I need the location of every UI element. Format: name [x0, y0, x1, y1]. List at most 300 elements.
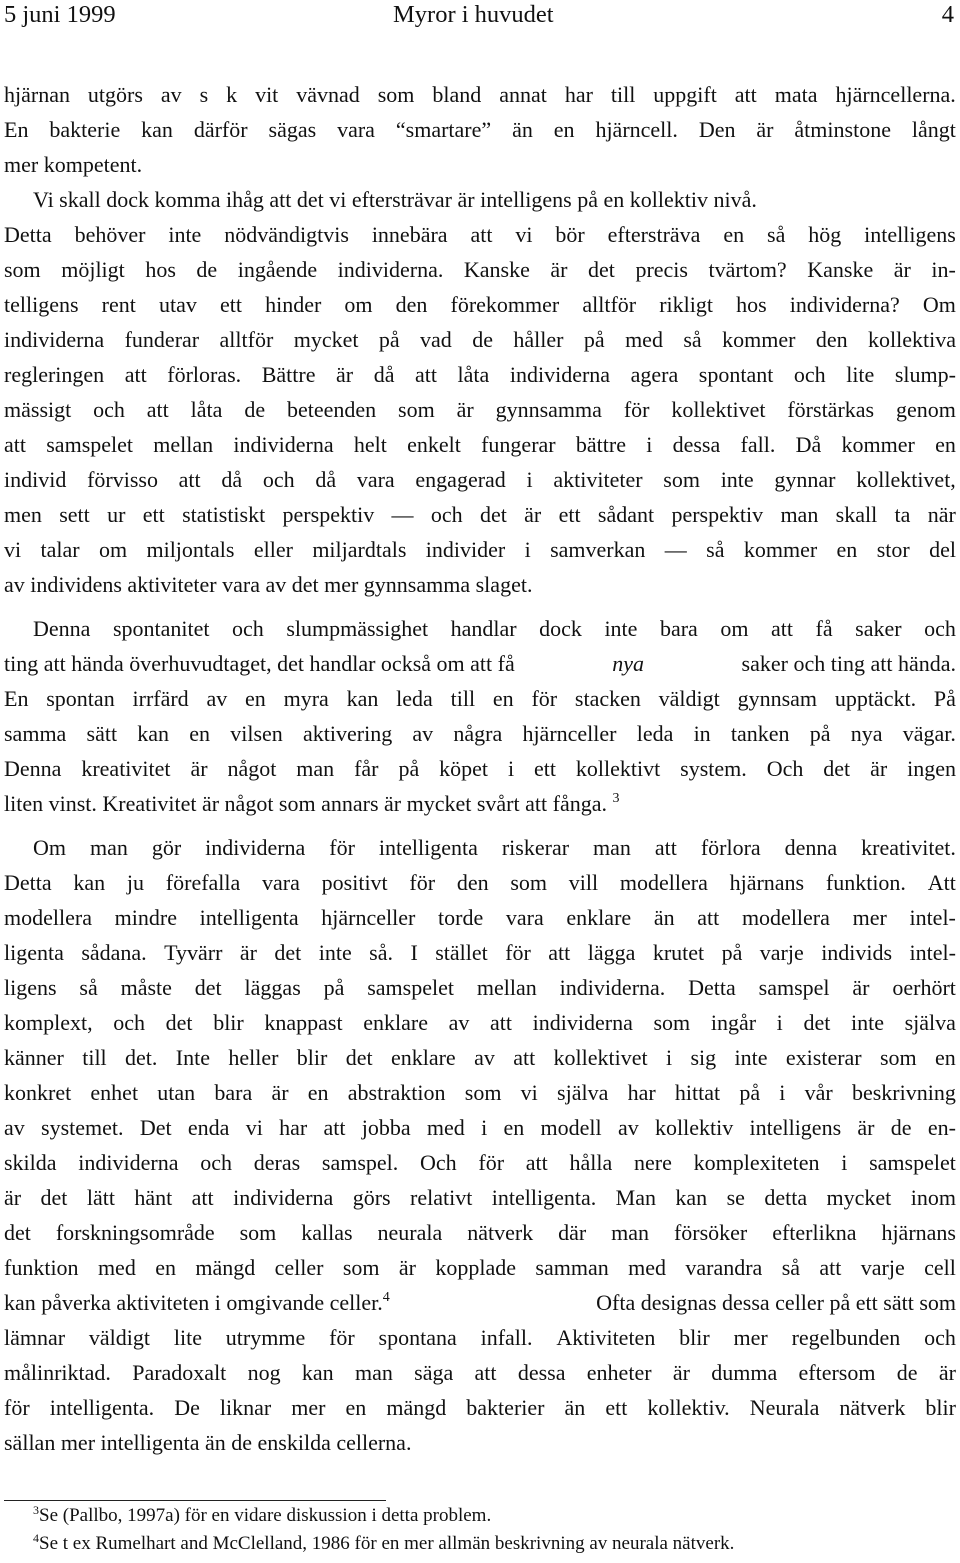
- word: Inte: [175, 1045, 210, 1070]
- word: en: [245, 686, 266, 711]
- word: att: [124, 362, 147, 387]
- word: i: [507, 756, 515, 781]
- word: dessa: [672, 432, 721, 457]
- word: och: [924, 616, 956, 641]
- word: att: [525, 1150, 548, 1175]
- word: innebära: [371, 222, 448, 247]
- word: en: [553, 117, 575, 142]
- word: mängd: [195, 1255, 256, 1280]
- word: att: [697, 905, 720, 930]
- word: funderar: [124, 327, 200, 352]
- word: att: [470, 222, 493, 247]
- word: —: [664, 537, 687, 562]
- word: Den: [698, 117, 736, 142]
- word: är: [524, 502, 542, 527]
- word: perspektiv: [671, 502, 764, 527]
- word: lämnar: [4, 1325, 66, 1350]
- word: har: [564, 82, 593, 107]
- word: samspelet: [367, 975, 454, 1000]
- word: jobba: [361, 1115, 411, 1140]
- word: engagerad: [415, 467, 506, 492]
- word: spontanitet: [112, 616, 210, 641]
- word: genom: [896, 397, 956, 422]
- word: leda: [636, 721, 674, 746]
- word: bara: [659, 616, 698, 641]
- word: utav: [158, 292, 197, 317]
- word: positivt: [321, 870, 388, 895]
- word: än: [653, 905, 675, 930]
- word: En: [4, 686, 29, 711]
- word: en: [189, 721, 211, 746]
- word: nere: [634, 1150, 672, 1175]
- word: då: [221, 467, 243, 492]
- word: oerhört: [892, 975, 956, 1000]
- text-line: [4, 1320, 956, 1355]
- text-line: [4, 532, 956, 567]
- word: uppgift: [653, 82, 717, 107]
- word: det: [4, 1220, 31, 1245]
- word: kollektivet,: [856, 467, 956, 492]
- word: enheter: [586, 1360, 652, 1385]
- word: s: [199, 82, 209, 107]
- word: är: [857, 1115, 875, 1140]
- word: Denna: [33, 616, 91, 641]
- word: enklare: [363, 1010, 428, 1035]
- word: vi: [4, 537, 22, 562]
- word: Detta: [4, 870, 52, 895]
- word: man: [593, 835, 631, 860]
- word: sådana.: [81, 940, 147, 965]
- word: inte: [604, 616, 638, 641]
- word: mellan: [476, 975, 537, 1000]
- word: vi: [520, 1080, 538, 1105]
- word: hjärnceller: [321, 905, 416, 930]
- word: är: [756, 117, 774, 142]
- word: som: [239, 1220, 277, 1245]
- word: ta: [894, 502, 911, 527]
- word: det: [40, 1185, 68, 1210]
- text-line: [4, 287, 956, 322]
- text-line: [4, 77, 956, 112]
- word: aktiviteter: [553, 467, 643, 492]
- word: stor: [876, 537, 910, 562]
- word: stället: [435, 940, 488, 965]
- word: de: [244, 397, 266, 422]
- word: enklare: [566, 905, 632, 930]
- word: samverkan: [550, 537, 646, 562]
- word: nätverk: [467, 1220, 534, 1245]
- word: funktion.: [825, 870, 906, 895]
- word: förlora: [700, 835, 761, 860]
- word: precis: [635, 257, 688, 282]
- text-line: [4, 427, 956, 462]
- word: intel-: [909, 905, 956, 930]
- emphasized-word: nya: [612, 651, 645, 676]
- word: i: [841, 1150, 848, 1175]
- word: en: [307, 1080, 329, 1105]
- word: gör: [151, 835, 182, 860]
- word: —: [391, 502, 414, 527]
- word: för: [329, 1325, 355, 1350]
- word: blir: [213, 1010, 244, 1035]
- footnote-reference[interactable]: 3: [612, 791, 620, 806]
- word: spontan: [46, 686, 115, 711]
- word: Detta: [688, 975, 736, 1000]
- word: Om: [33, 835, 66, 860]
- word: i: [481, 1115, 488, 1140]
- word: och: [924, 1325, 956, 1350]
- footnote-reference[interactable]: 4: [382, 1290, 390, 1305]
- text-line: [4, 1215, 956, 1250]
- text-line: [4, 900, 956, 935]
- word: av: [412, 721, 434, 746]
- word: så: [781, 1255, 801, 1280]
- word: förvisso: [87, 467, 158, 492]
- word: rikligt: [659, 292, 713, 317]
- word: den: [456, 870, 489, 895]
- word: det.: [125, 1045, 158, 1070]
- word: bakterier: [466, 1395, 545, 1420]
- word: vara: [356, 467, 395, 492]
- word: enkelt: [407, 432, 461, 457]
- word: lätt: [86, 1185, 115, 1210]
- text-segment: ting att hända överhuvudtaget, det handlar också om att få: [4, 651, 515, 676]
- word: för: [409, 870, 436, 895]
- header-title: Myror i huvudet: [393, 1, 554, 28]
- word: får: [354, 756, 379, 781]
- word: om: [98, 537, 128, 562]
- word: vara: [337, 117, 375, 142]
- text-line: [4, 497, 956, 532]
- word: intelligenta: [199, 905, 299, 930]
- text-line: [4, 1355, 956, 1390]
- word: vi: [515, 222, 533, 247]
- word: kollektiv: [654, 1115, 734, 1140]
- text-line: [4, 1075, 956, 1110]
- word: varandra: [685, 1255, 763, 1280]
- text-line: [4, 681, 956, 716]
- word: en: [492, 686, 514, 711]
- word: fungerar: [481, 432, 556, 457]
- text-fragment: kan påverka aktiviteten i omgivande celler.: [4, 1290, 383, 1315]
- text-line: [4, 1005, 956, 1040]
- footnote-text: Se (Pallbo, 1997a) för en vidare diskussion i detta problem.: [39, 1505, 492, 1526]
- word: individerna.: [337, 257, 444, 282]
- word: men: [4, 502, 42, 527]
- word: och: [430, 502, 463, 527]
- word: den: [395, 292, 428, 317]
- word: försöker: [673, 1220, 748, 1245]
- word: individerna: [532, 1010, 633, 1035]
- word: eftersom: [798, 1360, 876, 1385]
- word: bara: [214, 1080, 253, 1105]
- word: långt: [911, 117, 956, 142]
- word: att: [734, 82, 757, 107]
- word: mycket: [293, 327, 359, 352]
- word: knappast: [264, 1010, 343, 1035]
- word: för: [329, 835, 355, 860]
- word: neurala: [377, 1220, 443, 1245]
- word: handlar: [450, 616, 517, 641]
- word: varje: [860, 1255, 905, 1280]
- word: och: [793, 362, 826, 387]
- word: eftersträva: [607, 222, 701, 247]
- word: som: [4, 257, 41, 282]
- word: de: [890, 1115, 912, 1140]
- word: gynnsam: [737, 686, 818, 711]
- word: kreativitet.: [861, 835, 956, 860]
- footnote-rule: [4, 1500, 386, 1501]
- word: för: [623, 397, 650, 422]
- word: en-: [927, 1115, 956, 1140]
- word: sägas: [268, 117, 317, 142]
- word: att: [819, 1255, 842, 1280]
- word: skall: [835, 502, 878, 527]
- word: beteenden: [286, 397, 377, 422]
- text-line: [4, 751, 956, 786]
- word: kommer: [743, 537, 818, 562]
- word: med: [625, 327, 663, 352]
- word: sätt: [86, 721, 118, 746]
- word: mindre: [114, 905, 177, 930]
- header-page-number: 4: [941, 1, 954, 28]
- word: sig: [690, 1045, 717, 1070]
- word: Kanske: [463, 257, 530, 282]
- word: kollektiva: [868, 327, 956, 352]
- word: irrfärd: [132, 686, 189, 711]
- word: “smartare”: [395, 117, 492, 142]
- word: Om: [922, 292, 956, 317]
- word: ett: [142, 502, 165, 527]
- word: i: [666, 1045, 673, 1070]
- word: av: [4, 1115, 25, 1140]
- word: vill: [568, 870, 599, 895]
- word: hinder: [265, 292, 322, 317]
- word: vilsen: [230, 721, 283, 746]
- word: blir: [679, 1325, 710, 1350]
- word: lägga: [587, 940, 636, 965]
- word: kan: [675, 1185, 708, 1210]
- word: skilda: [4, 1150, 57, 1175]
- word: av: [160, 82, 182, 107]
- text-line: Vi skall dock komma ihåg att det vi eftersträvar är intelligens på en kollektiv nivå.: [33, 187, 757, 212]
- text-line: [4, 865, 956, 900]
- word: systemet.: [41, 1115, 124, 1140]
- word: statistiskt: [182, 502, 266, 527]
- text-line: [4, 462, 956, 497]
- word: vi: [245, 1115, 263, 1140]
- paragraph-3: [4, 611, 956, 821]
- word: individ: [4, 467, 67, 492]
- word: de: [896, 1360, 918, 1385]
- word: i: [779, 1080, 786, 1105]
- word: Man: [615, 1185, 656, 1210]
- header-date: 5 juni 1999: [4, 1, 116, 28]
- word: alltför: [219, 327, 274, 352]
- word: Då: [795, 432, 822, 457]
- word: spontana: [378, 1325, 457, 1350]
- word: heller: [228, 1045, 279, 1070]
- word: själva: [904, 1010, 956, 1035]
- word: Detta: [4, 222, 52, 247]
- text-line: [4, 217, 956, 252]
- word: intelligenta: [378, 835, 478, 860]
- word: kan: [73, 870, 106, 895]
- word: talar: [40, 537, 80, 562]
- word: görs: [352, 1185, 391, 1210]
- word: en: [503, 1115, 525, 1140]
- word: måste: [120, 975, 172, 1000]
- word: vår: [804, 1080, 833, 1105]
- word: är: [239, 940, 257, 965]
- word: annat: [499, 82, 547, 107]
- text-line: [4, 392, 956, 427]
- word: förloras.: [167, 362, 242, 387]
- word: och: [232, 616, 264, 641]
- word: konkret: [4, 1080, 72, 1105]
- word: utgörs: [87, 82, 143, 107]
- word: väldigt: [658, 686, 720, 711]
- text-line: [4, 1145, 956, 1180]
- word: Tyvärr: [164, 940, 223, 965]
- word: ett: [605, 1395, 628, 1420]
- word: än: [564, 1395, 586, 1420]
- word: det: [823, 756, 851, 781]
- word: nog: [247, 1360, 281, 1385]
- word: helt: [353, 432, 387, 457]
- text-line: av individens aktiviteter vara av det mer gynnsamma slaget.: [4, 572, 533, 597]
- text-line: [4, 1110, 956, 1145]
- word: hjärnan: [4, 82, 70, 107]
- text-line: [4, 322, 956, 357]
- word: leda: [396, 686, 433, 711]
- word: att: [548, 940, 571, 965]
- word: modell: [540, 1115, 602, 1140]
- word: alltför: [582, 292, 637, 317]
- word: så.: [369, 940, 393, 965]
- word: kollektivet: [671, 397, 766, 422]
- word: inte: [720, 467, 754, 492]
- word: mängd: [386, 1395, 447, 1420]
- word: nödvändigtvis: [224, 222, 349, 247]
- word: dessa: [517, 1360, 566, 1385]
- word: inte: [850, 1010, 884, 1035]
- word: lite: [846, 362, 875, 387]
- text-segment: saker och ting att hända.: [741, 651, 956, 676]
- word: där: [558, 1220, 587, 1245]
- word: denna: [784, 835, 838, 860]
- word: mer: [733, 1325, 768, 1350]
- word: man: [296, 756, 335, 781]
- word: individerna: [233, 1185, 334, 1210]
- word: samspel.: [321, 1150, 399, 1175]
- word: gynnsamma: [495, 397, 602, 422]
- word: på: [583, 327, 605, 352]
- word: samspelet: [46, 432, 134, 457]
- word: beskrivning: [851, 1080, 956, 1105]
- word: system.: [680, 756, 747, 781]
- word: förefalla: [165, 870, 241, 895]
- word: är: [870, 756, 888, 781]
- word: av: [474, 1045, 495, 1070]
- word: ingår: [710, 1010, 757, 1035]
- word: mer: [291, 1395, 326, 1420]
- word: i: [646, 432, 653, 457]
- word: är: [190, 756, 208, 781]
- word: På: [933, 686, 956, 711]
- text-line: [4, 1040, 956, 1075]
- word: blir: [296, 1045, 328, 1070]
- text-line: [4, 786, 956, 821]
- word: kollektivt: [575, 756, 661, 781]
- word: modellera: [741, 905, 830, 930]
- word: varje: [759, 940, 804, 965]
- word: hög: [808, 222, 842, 247]
- word: enhet: [90, 1080, 139, 1105]
- word: telligens: [4, 292, 79, 317]
- word: hjärnans: [729, 870, 805, 895]
- word: individerna: [233, 432, 334, 457]
- text-line: [4, 357, 956, 392]
- word: av: [617, 1115, 639, 1140]
- word: att: [474, 1360, 497, 1385]
- word: samman: [535, 1255, 609, 1280]
- word: ligens: [4, 975, 57, 1000]
- word: väldigt: [88, 1325, 151, 1350]
- text-segment: liten vinst. Kreativitet är något som annars är mycket svårt att fånga.: [4, 791, 607, 816]
- word: så: [767, 222, 786, 247]
- word: som: [653, 1010, 691, 1035]
- word: den: [815, 327, 848, 352]
- word: att: [415, 362, 437, 387]
- word: som: [879, 1045, 917, 1070]
- word: riskerar: [501, 835, 570, 860]
- word: med: [628, 1255, 666, 1280]
- word: slumpmässighet: [286, 616, 429, 641]
- word: därför: [193, 117, 248, 142]
- word: tanken: [730, 721, 790, 746]
- word: mässigt: [4, 397, 72, 422]
- word: få: [815, 616, 833, 641]
- word: man: [89, 835, 128, 860]
- word: mata: [774, 82, 818, 107]
- word: till: [450, 686, 476, 711]
- word: låta: [190, 397, 223, 422]
- word: individerna: [4, 327, 105, 352]
- text-line: [4, 830, 956, 865]
- word: behöver: [74, 222, 146, 247]
- text-line: [4, 935, 956, 970]
- running-header: [4, 0, 954, 34]
- word: modellera: [619, 870, 708, 895]
- word: spontant: [698, 362, 774, 387]
- word: är: [550, 257, 568, 282]
- word: abstraktion: [347, 1080, 446, 1105]
- word: efterlikna: [772, 1220, 857, 1245]
- word: på: [323, 975, 345, 1000]
- word: kommer: [841, 432, 915, 457]
- word: på: [809, 721, 831, 746]
- word: en: [935, 1045, 956, 1070]
- word: Kanske: [807, 257, 874, 282]
- word: dumma: [711, 1360, 778, 1385]
- word: intelligens: [864, 222, 956, 247]
- word: liknar: [219, 1395, 272, 1420]
- word: av: [206, 686, 228, 711]
- word: individerna?: [789, 292, 900, 317]
- word: när: [927, 502, 956, 527]
- word: och: [93, 397, 125, 422]
